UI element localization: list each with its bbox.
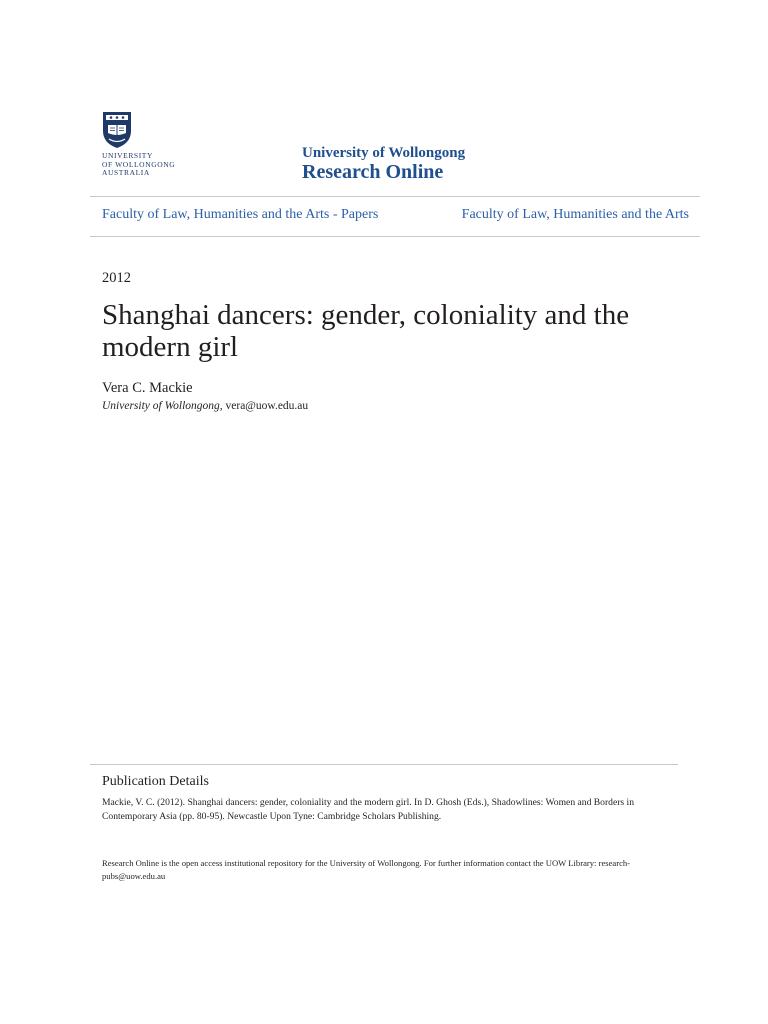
repository-note: Research Online is the open access institutional repository for the University of Wollongong. For further information contact the UOW Library: research-pubs@uow.edu.au	[102, 858, 631, 881]
author-email[interactable]: , vera@uow.edu.au	[219, 400, 309, 412]
publication-year: 2012	[102, 270, 131, 286]
publication-details-heading: Publication Details	[102, 774, 209, 789]
logo-wordmark: UNIVERSITY OF WOLLONGONG AUSTRALIA	[102, 151, 176, 177]
publication-citation: Mackie, V. C. (2012). Shanghai dancers: gender, coloniality and the modern girl. In D. Ghosh (Eds.), Shadowlines: Women and Borders in Contemporary Asia (pp. 80-95). Newcastle Upon Tyne: Cambridge Scholars Publishing.	[102, 797, 634, 822]
publication-divider	[90, 764, 678, 765]
author-institution: University of Wollongong	[102, 400, 220, 412]
faculty-link[interactable]: Faculty of Law, Humanities and the Arts	[461, 207, 689, 222]
series-link[interactable]: Faculty of Law, Humanities and the Arts - Papers	[102, 207, 379, 222]
article-title: Shanghai dancers: gender, coloniality and the modern girl	[102, 299, 630, 363]
article-author[interactable]: Vera C. Mackie	[102, 380, 193, 396]
university-crest-icon	[102, 111, 132, 149]
brand-repository[interactable]: Research Online	[302, 161, 444, 183]
brand-university[interactable]: University of Wollongong	[302, 145, 466, 161]
header-divider-top	[90, 196, 700, 197]
header-divider-bottom	[90, 236, 700, 237]
author-affiliation	[102, 400, 308, 412]
